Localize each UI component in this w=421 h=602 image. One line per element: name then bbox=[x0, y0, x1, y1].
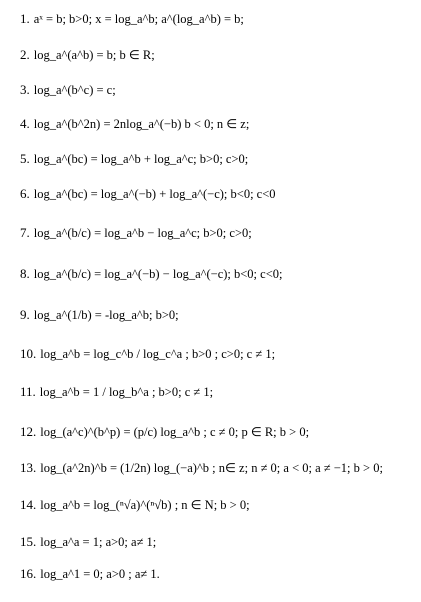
formula-expression: log_a^(b^2n) = 2nlog_a^(−b) b < 0; n ∈ z; bbox=[33, 117, 250, 131]
formula-number: 13. bbox=[20, 460, 37, 475]
formula-expression: log_a^b = log_(ⁿ√a)^(ⁿ√b) ; n ∈ N; b > 0; bbox=[40, 498, 250, 512]
formula-expression: log_(a^c)^(b^p) = (p/c) log_a^b ; c ≠ 0; p ∈ R; b > 0; bbox=[40, 425, 310, 439]
formula-13 bbox=[20, 461, 383, 475]
formula-12 bbox=[20, 425, 309, 439]
formula-expression: log_(a^2n)^b = (1/2n) log_(−a)^b ; n∈ z; n ≠ 0; a < 0; a ≠ −1; b > 0; bbox=[40, 461, 383, 475]
formula-6 bbox=[20, 187, 276, 201]
formula-5 bbox=[20, 152, 248, 166]
formula-number: 15. bbox=[20, 534, 37, 549]
formula-expression: log_a^a = 1; a>0; a≠ 1; bbox=[40, 535, 157, 549]
formula-number: 14. bbox=[20, 497, 37, 512]
formula-expression: log_a^b = log_c^b / log_c^a ; b>0 ; c>0; c ≠ 1; bbox=[40, 347, 276, 361]
formula-number: 2. bbox=[20, 47, 30, 62]
formula-number: 6. bbox=[20, 186, 30, 201]
formula-number: 7. bbox=[20, 225, 30, 240]
formula-number: 1. bbox=[20, 11, 30, 26]
formula-number: 5. bbox=[20, 151, 30, 166]
formula-10 bbox=[20, 347, 275, 361]
formula-expression: log_a^(a^b) = b; b ∈ R; bbox=[33, 48, 155, 62]
formula-4 bbox=[20, 117, 249, 131]
formula-1 bbox=[20, 12, 244, 26]
formula-number: 4. bbox=[20, 116, 30, 131]
formula-number: 3. bbox=[20, 82, 30, 97]
formula-number: 12. bbox=[20, 424, 37, 439]
formula-15 bbox=[20, 535, 156, 549]
formula-number: 16. bbox=[20, 566, 37, 581]
formula-2 bbox=[20, 48, 155, 62]
formula-expression: log_a^(1/b) = -log_a^b; b>0; bbox=[33, 308, 179, 322]
formula-9 bbox=[20, 308, 179, 322]
formula-number: 11. bbox=[20, 384, 36, 399]
formula-expression: log_a^(bc) = log_a^b + log_a^c; b>0; c>0; bbox=[33, 152, 249, 166]
formula-expression: log_a^(bc) = log_a^(−b) + log_a^(−c); b<0; c<0 bbox=[33, 187, 276, 201]
formula-number: 10. bbox=[20, 346, 37, 361]
formula-11 bbox=[20, 385, 213, 399]
formula-expression: aˣ = b; b>0; x = log_a^b; a^(log_a^b) = b; bbox=[33, 12, 244, 26]
formula-8 bbox=[20, 267, 282, 281]
formula-3 bbox=[20, 83, 116, 97]
formula-number: 8. bbox=[20, 266, 30, 281]
formula-number: 9. bbox=[20, 307, 30, 322]
formula-expression: log_a^(b/c) = log_a^(−b) − log_a^(−c); b<0; c<0; bbox=[33, 267, 283, 281]
formula-expression: log_a^1 = 0; a>0 ; a≠ 1. bbox=[40, 567, 160, 581]
formula-expression: log_a^b = 1 / log_b^a ; b>0; c ≠ 1; bbox=[39, 385, 214, 399]
formula-16 bbox=[20, 567, 160, 581]
formula-expression: log_a^(b^c) = c; bbox=[33, 83, 116, 97]
formula-14 bbox=[20, 498, 250, 512]
formula-7 bbox=[20, 226, 252, 240]
formula-expression: log_a^(b/c) = log_a^b − log_a^c; b>0; c>0; bbox=[33, 226, 252, 240]
